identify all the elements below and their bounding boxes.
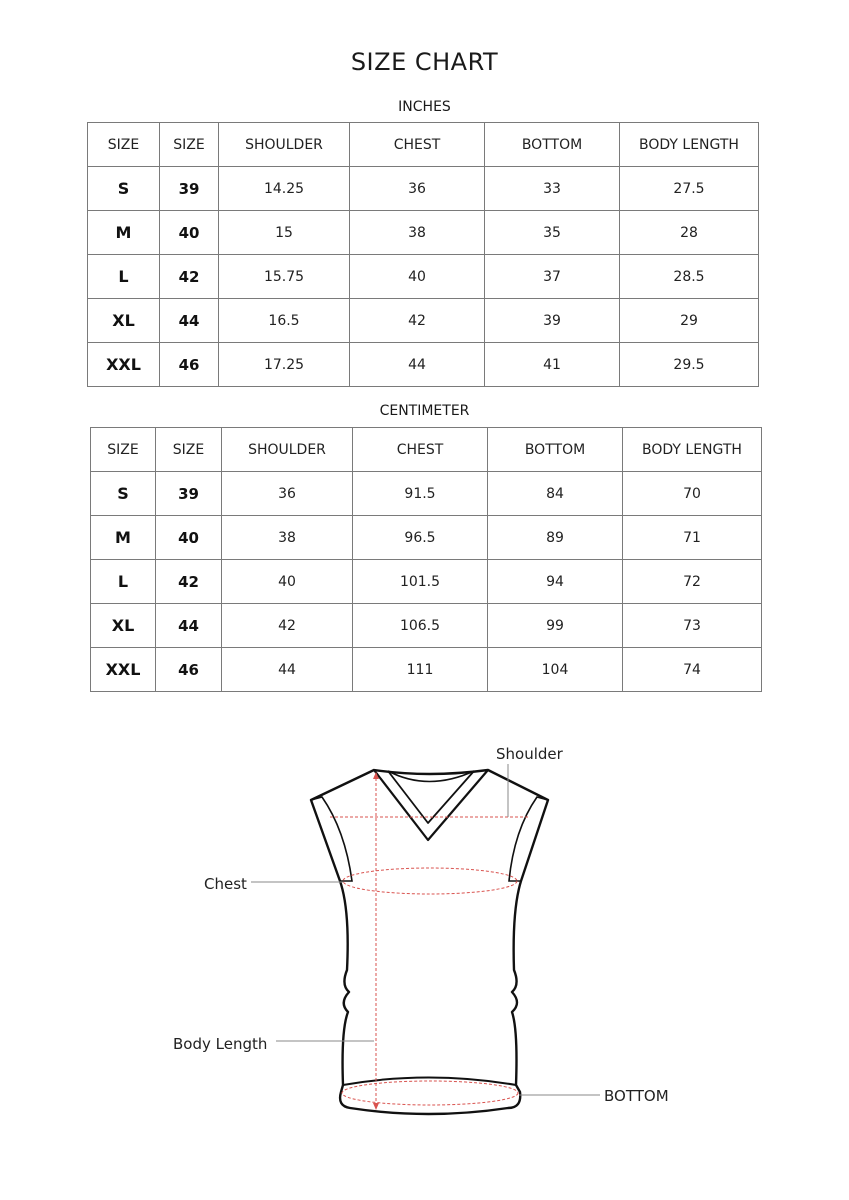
header-cell: BOTTOM [488,428,623,472]
table-row [91,648,762,692]
body-length-cell: 70 [623,472,762,516]
size-number-cell: 39 [156,472,222,516]
size-code-cell: XXL [88,343,160,387]
size-number-cell: 42 [156,560,222,604]
bottom-cell: 99 [488,604,623,648]
table-row [88,167,759,211]
shoulder-callout-label: Shoulder [496,745,563,763]
bottom-cell: 37 [485,255,620,299]
bottom-cell: 104 [488,648,623,692]
shoulder-cell: 40 [222,560,353,604]
chest-callout-label: Chest [204,875,247,893]
centimeter-label: CENTIMETER [379,403,470,419]
table-row [91,516,762,560]
size-code-cell: L [91,560,156,604]
size-code-cell: M [88,211,160,255]
body-length-cell: 71 [623,516,762,560]
bottom-cell: 35 [485,211,620,255]
header-cell: BODY LENGTH [623,428,762,472]
table-header-row [88,123,759,167]
shoulder-cell: 17.25 [219,343,350,387]
shoulder-cell: 14.25 [219,167,350,211]
body-length-cell: 29 [620,299,759,343]
bottom-callout-label: BOTTOM [604,1087,669,1105]
body-length-cell: 72 [623,560,762,604]
shoulder-cell: 36 [222,472,353,516]
bottom-guide-ellipse [342,1081,518,1105]
header-cell: SIZE [160,123,219,167]
centimeter-table [90,427,762,692]
chest-cell: 101.5 [353,560,488,604]
table-row [88,211,759,255]
shoulder-cell: 15 [219,211,350,255]
chest-guide-ellipse [343,868,517,894]
size-number-cell: 46 [160,343,219,387]
size-number-cell: 39 [160,167,219,211]
size-code-cell: L [88,255,160,299]
bottom-cell: 39 [485,299,620,343]
neckline-outer [374,770,488,840]
bottom-cell: 89 [488,516,623,560]
body-length-arrow-bottom [373,1103,379,1110]
header-cell: BOTTOM [485,123,620,167]
page-title: SIZE CHART [350,48,499,76]
size-number-cell: 44 [156,604,222,648]
size-code-cell: S [91,472,156,516]
inches-label: INCHES [398,99,451,115]
body-length-cell: 27.5 [620,167,759,211]
chest-cell: 42 [350,299,485,343]
chest-cell: 111 [353,648,488,692]
size-number-cell: 44 [160,299,219,343]
chest-cell: 96.5 [353,516,488,560]
vest-measurement-diagram [0,720,849,1140]
chest-cell: 44 [350,343,485,387]
table-row [91,472,762,516]
header-cell: SHOULDER [219,123,350,167]
chest-cell: 91.5 [353,472,488,516]
shoulder-cell: 15.75 [219,255,350,299]
header-cell: SIZE [88,123,160,167]
chest-cell: 38 [350,211,485,255]
bottom-cell: 84 [488,472,623,516]
header-cell: SIZE [91,428,156,472]
header-cell: CHEST [350,123,485,167]
table-header-row [91,428,762,472]
size-code-cell: XL [91,604,156,648]
size-number-cell: 40 [156,516,222,560]
header-cell: BODY LENGTH [620,123,759,167]
header-cell: SIZE [156,428,222,472]
size-number-cell: 40 [160,211,219,255]
body-length-cell: 29.5 [620,343,759,387]
body-length-cell: 28 [620,211,759,255]
bottom-cell: 41 [485,343,620,387]
size-number-cell: 46 [156,648,222,692]
neckline-inner [388,771,474,823]
size-code-cell: S [88,167,160,211]
body-length-cell: 28.5 [620,255,759,299]
table-row [88,343,759,387]
header-cell: SHOULDER [222,428,353,472]
bottom-cell: 94 [488,560,623,604]
size-code-cell: XXL [91,648,156,692]
table-row [88,299,759,343]
body-length-cell: 74 [623,648,762,692]
chest-cell: 40 [350,255,485,299]
size-code-cell: XL [88,299,160,343]
body-length-cell: 73 [623,604,762,648]
body-length-callout-label: Body Length [173,1035,268,1053]
table-row [88,255,759,299]
shoulder-cell: 38 [222,516,353,560]
size-code-cell: M [91,516,156,560]
bottom-cell: 33 [485,167,620,211]
shoulder-cell: 42 [222,604,353,648]
size-number-cell: 42 [160,255,219,299]
table-row [91,604,762,648]
chest-cell: 106.5 [353,604,488,648]
header-cell: CHEST [353,428,488,472]
chest-cell: 36 [350,167,485,211]
left-armhole-binding [311,797,352,881]
inches-table [87,122,759,387]
shoulder-cell: 44 [222,648,353,692]
right-armhole-binding [509,797,548,881]
shoulder-cell: 16.5 [219,299,350,343]
table-row [91,560,762,604]
